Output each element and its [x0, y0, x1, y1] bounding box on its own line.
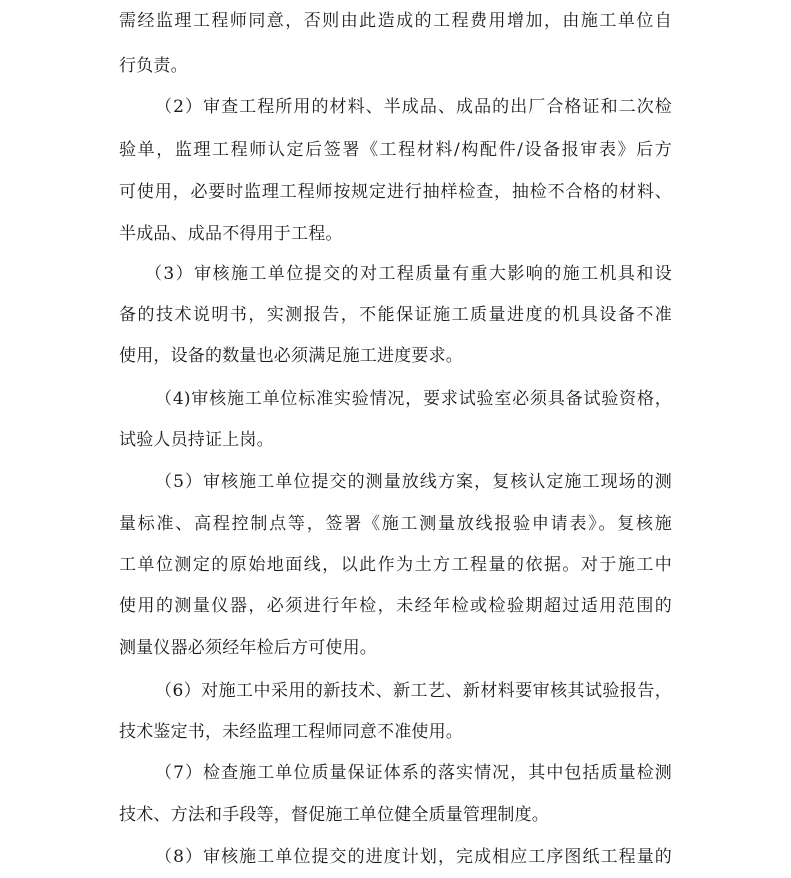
paragraph-line: 可使用，必要时监理工程师按规定进行抽样检查，抽检不合格的材料、: [119, 182, 672, 202]
paragraph-line: （6）对施工中采用的新技术、新工艺、新材料要审核其试验报告，: [155, 681, 672, 701]
paragraph-line: 工单位测定的原始地面线，以此作为土方工程量的依据。对于施工中: [119, 555, 672, 575]
paragraph-line: （4)审核施工单位标准实验情况，要求试验室必须具备试验资格，: [155, 389, 672, 409]
paragraph-line: 测量仪器必须经年检后方可使用。: [119, 638, 377, 658]
paragraph-line: 技术、方法和手段等，督促施工单位健全质量管理制度。: [119, 805, 549, 825]
paragraph-line: （2）审查工程所用的材料、半成品、成品的出厂合格证和二次检: [155, 97, 672, 117]
paragraph-line: 需经监理工程师同意，否则由此造成的工程费用增加，由施工单位自: [119, 11, 672, 31]
paragraph-line: 使用，设备的数量也必须满足施工进度要求。: [119, 346, 463, 366]
paragraph-line: 试验人员持证上岗。: [119, 430, 274, 450]
paragraph-line: （7）检查施工单位质量保证体系的落实情况，其中包括质量检测: [155, 763, 672, 783]
paragraph-line: （5）审核施工单位提交的测量放线方案，复核认定施工现场的测: [155, 472, 672, 492]
paragraph-line: 验单，监理工程师认定后签署《工程材料/构配件/设备报审表》后方: [119, 140, 672, 160]
paragraph-line: 使用的测量仪器，必须进行年检，未经年检或检验期超过适用范围的: [119, 596, 672, 616]
paragraph-line: 技术鉴定书，未经监理工程师同意不准使用。: [119, 722, 463, 742]
paragraph-line: 行负责。: [119, 56, 188, 76]
paragraph-line: 量标准、高程控制点等，签署《施工测量放线报验申请表》。复核施: [119, 514, 672, 534]
paragraph-line: 半成品、成品不得用于工程。: [119, 224, 343, 244]
paragraph-line: （3）审核施工单位提交的对工程质量有重大影响的施工机具和设: [145, 264, 672, 284]
paragraph-line: 备的技术说明书，实测报告，不能保证施工质量进度的机具设备不准: [119, 305, 672, 325]
paragraph-line: （8）审核施工单位提交的进度计划，完成相应工序图纸工程量的: [155, 847, 672, 867]
